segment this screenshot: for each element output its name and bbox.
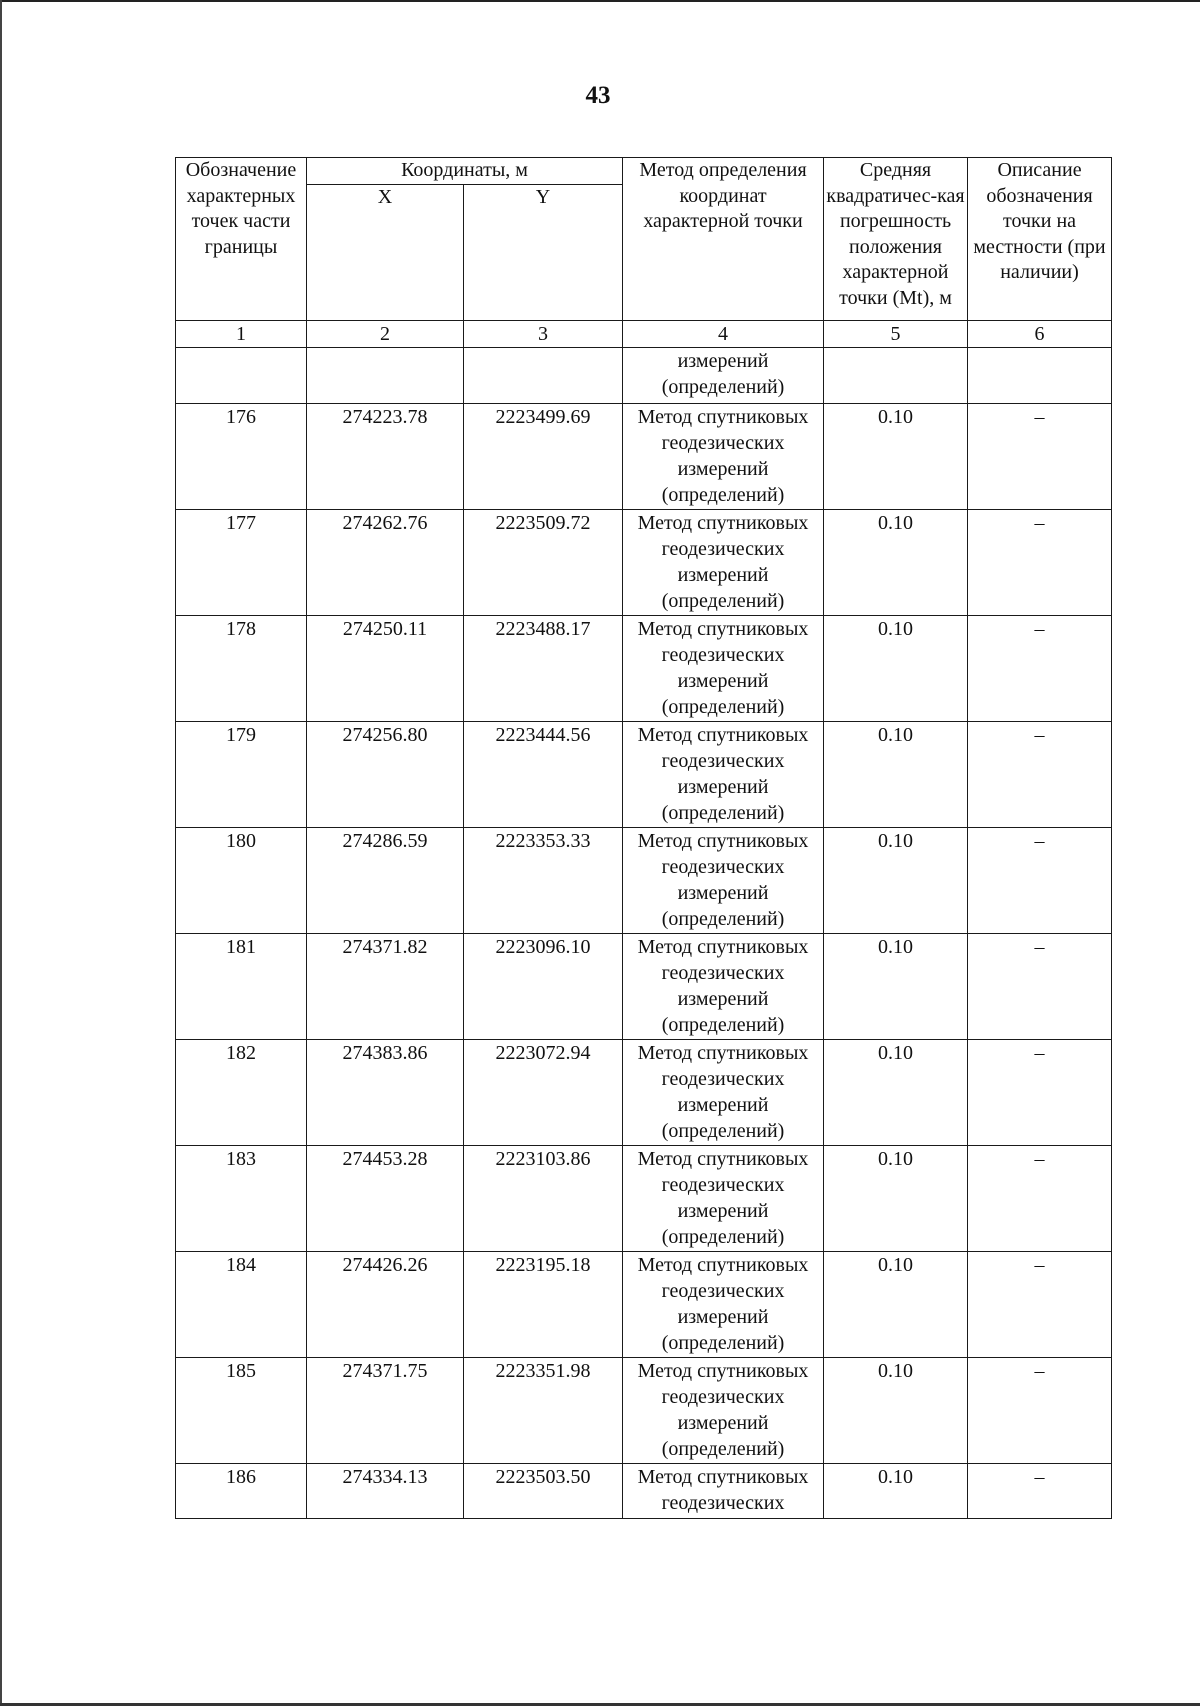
cell-mt: 0.10 (824, 615, 968, 721)
cell-point: 179 (176, 721, 307, 827)
cell-point (176, 347, 307, 403)
cell-description: – (968, 1145, 1112, 1251)
cell-description: – (968, 509, 1112, 615)
page-number-container (0, 82, 1200, 110)
cell-y: 2223444.56 (464, 721, 623, 827)
cell-x: 274262.76 (307, 509, 464, 615)
cell-mt: 0.10 (824, 1463, 968, 1518)
header-coords: Координаты, м (307, 158, 623, 185)
cell-method: Метод спутниковых геодезических измерений (определений) (623, 1251, 824, 1357)
cell-method: Метод спутниковых геодезических измерений (определений) (623, 1145, 824, 1251)
header-method: Метод определения координат характерной точки (623, 158, 824, 321)
coordinates-table (175, 157, 1112, 1519)
cell-point: 176 (176, 403, 307, 509)
cell-y: 2223509.72 (464, 509, 623, 615)
table-row (176, 509, 1112, 615)
cell-y: 2223499.69 (464, 403, 623, 509)
table-row (176, 1357, 1112, 1463)
cell-point: 184 (176, 1251, 307, 1357)
cell-description: – (968, 827, 1112, 933)
cell-point: 186 (176, 1463, 307, 1518)
cell-y: 2223072.94 (464, 1039, 623, 1145)
column-number: 1 (176, 320, 307, 347)
table-row (176, 721, 1112, 827)
cell-point: 183 (176, 1145, 307, 1251)
cell-mt: 0.10 (824, 1039, 968, 1145)
table-row (176, 403, 1112, 509)
cell-y (464, 347, 623, 403)
cell-point: 185 (176, 1357, 307, 1463)
cell-x: 274371.75 (307, 1357, 464, 1463)
cell-x: 274371.82 (307, 933, 464, 1039)
cell-y: 2223503.50 (464, 1463, 623, 1518)
header-point: Обозначение характерных точек части границы (176, 158, 307, 321)
cell-description: – (968, 1251, 1112, 1357)
cell-description: – (968, 933, 1112, 1039)
cell-method: Метод спутниковых геодезических измерений (определений) (623, 1039, 824, 1145)
cell-y: 2223103.86 (464, 1145, 623, 1251)
scan-edge-left (0, 0, 2, 1706)
cell-method: измерений (определений) (623, 347, 824, 403)
cell-mt: 0.10 (824, 1251, 968, 1357)
cell-y: 2223195.18 (464, 1251, 623, 1357)
cell-point: 177 (176, 509, 307, 615)
table-row (176, 615, 1112, 721)
cell-mt (824, 347, 968, 403)
cell-x: 274426.26 (307, 1251, 464, 1357)
column-number: 3 (464, 320, 623, 347)
cell-mt: 0.10 (824, 509, 968, 615)
cell-y: 2223353.33 (464, 827, 623, 933)
table-row (176, 827, 1112, 933)
header-description: Описание обозначения точки на местности (при наличии) (968, 158, 1112, 321)
cell-method: Метод спутниковых геодезических измерений (определений) (623, 1357, 824, 1463)
table-body (176, 320, 1112, 1518)
cell-x: 274250.11 (307, 615, 464, 721)
column-number: 5 (824, 320, 968, 347)
header-y: Y (464, 184, 623, 320)
cell-mt: 0.10 (824, 403, 968, 509)
cell-description: – (968, 721, 1112, 827)
cell-method: Метод спутниковых геодезических измерений (определений) (623, 721, 824, 827)
table-row (176, 933, 1112, 1039)
cell-mt: 0.10 (824, 933, 968, 1039)
cell-y: 2223096.10 (464, 933, 623, 1039)
cell-description: – (968, 1463, 1112, 1518)
cell-method: Метод спутниковых геодезических измерений (определений) (623, 509, 824, 615)
column-number: 6 (968, 320, 1112, 347)
cell-x: 274223.78 (307, 403, 464, 509)
cell-point: 182 (176, 1039, 307, 1145)
cell-point: 180 (176, 827, 307, 933)
cell-description: – (968, 403, 1112, 509)
cell-y: 2223351.98 (464, 1357, 623, 1463)
scan-edge-top (0, 0, 1200, 2)
cell-x: 274334.13 (307, 1463, 464, 1518)
cell-x: 274383.86 (307, 1039, 464, 1145)
cell-description: – (968, 615, 1112, 721)
header-mt: Средняя квадратичес-кая погрешность положения характерной точки (Mt), м (824, 158, 968, 321)
page-number: 43 (585, 82, 611, 109)
column-number: 4 (623, 320, 824, 347)
column-number-row (176, 320, 1112, 347)
cell-method: Метод спутниковых геодезических измерений (определений) (623, 615, 824, 721)
cell-mt: 0.10 (824, 1357, 968, 1463)
table-row (176, 1039, 1112, 1145)
table-row (176, 1251, 1112, 1357)
cell-point: 181 (176, 933, 307, 1039)
table-row (176, 1463, 1112, 1518)
cell-y: 2223488.17 (464, 615, 623, 721)
cell-method: Метод спутниковых геодезических измерений (определений) (623, 933, 824, 1039)
cell-x: 274453.28 (307, 1145, 464, 1251)
cell-mt: 0.10 (824, 721, 968, 827)
table-row (176, 1145, 1112, 1251)
header-row (176, 158, 1112, 185)
cell-point: 178 (176, 615, 307, 721)
cell-mt: 0.10 (824, 827, 968, 933)
cell-method: Метод спутниковых геодезических (623, 1463, 824, 1518)
header-x: X (307, 184, 464, 320)
cell-description: – (968, 1357, 1112, 1463)
cell-x (307, 347, 464, 403)
cell-mt: 0.10 (824, 1145, 968, 1251)
cell-description: – (968, 1039, 1112, 1145)
cell-method: Метод спутниковых геодезических измерений (определений) (623, 827, 824, 933)
cell-description (968, 347, 1112, 403)
cell-x: 274256.80 (307, 721, 464, 827)
column-number: 2 (307, 320, 464, 347)
cell-method: Метод спутниковых геодезических измерений (определений) (623, 403, 824, 509)
continuation-row (176, 347, 1112, 403)
cell-x: 274286.59 (307, 827, 464, 933)
